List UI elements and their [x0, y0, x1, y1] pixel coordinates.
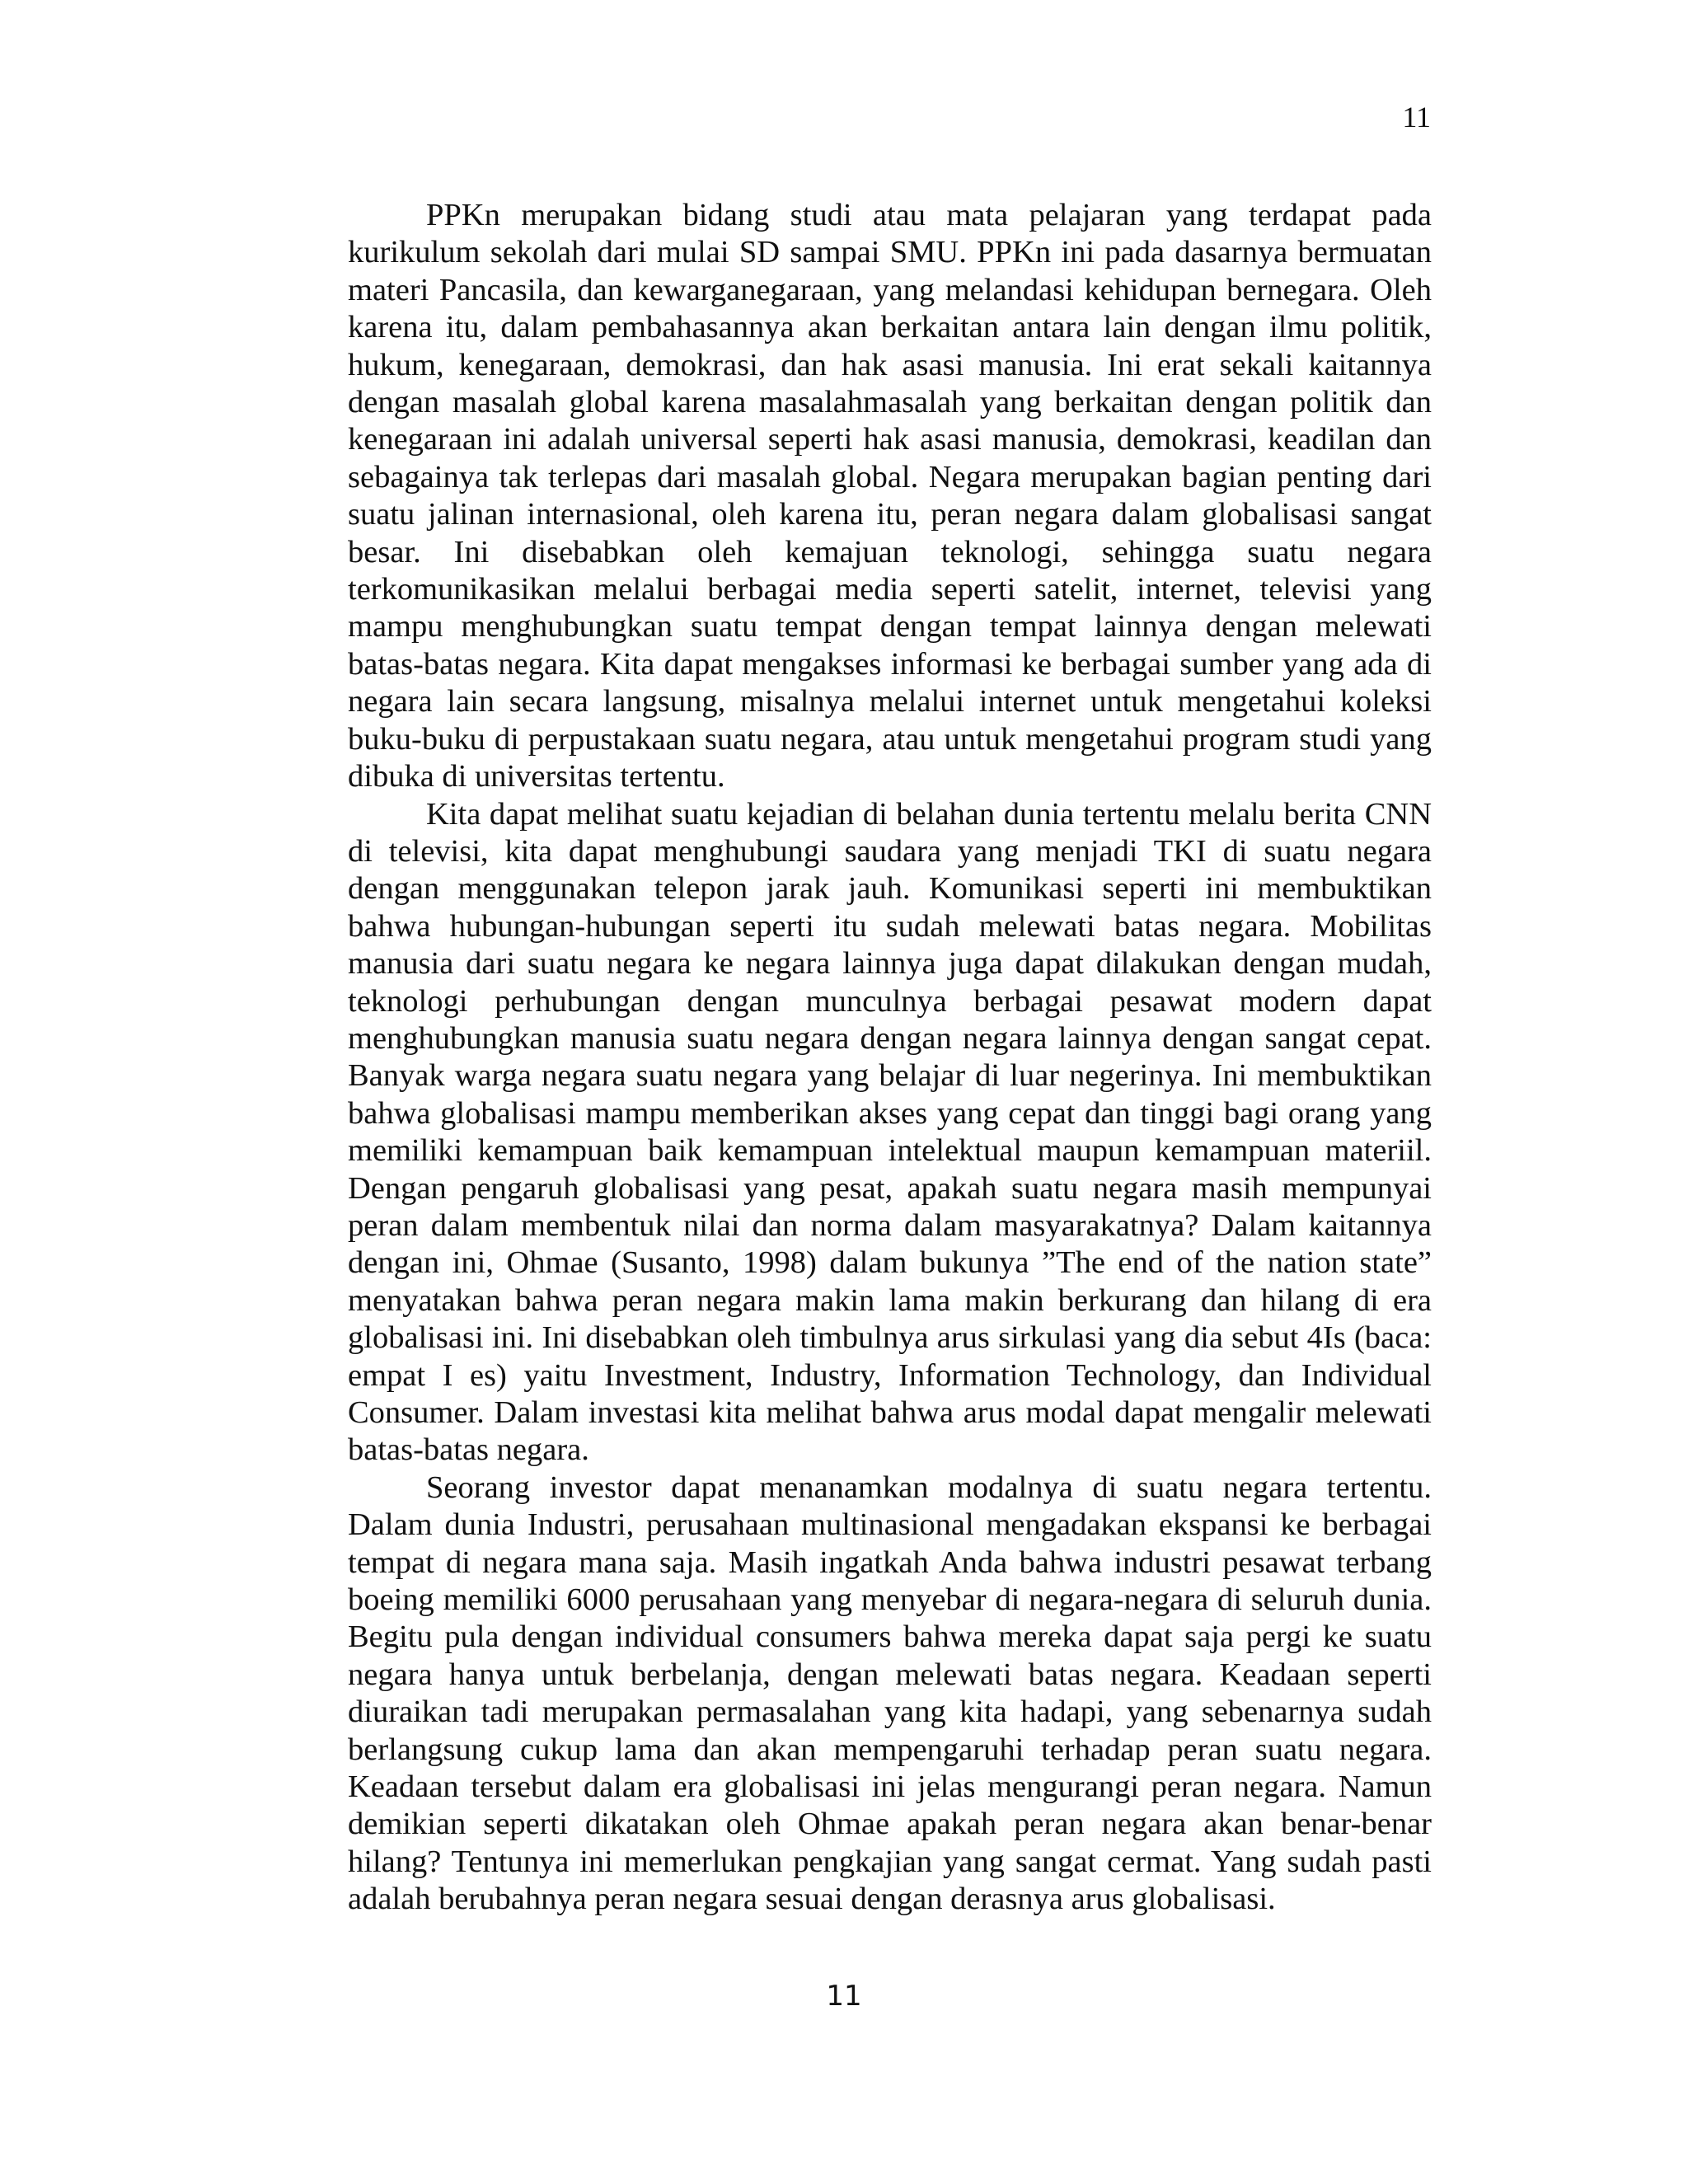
header-page-number: 11: [1402, 101, 1431, 134]
paragraph-3: Seorang investor dapat menanamkan modalnya di suatu negara tertentu. Dalam dunia Industri, perusahaan multinasional mengadakan ekspansi ke berbagai tempat di negara mana saja. Masih ingatkah Anda bahwa industri pesawat terbang boeing memiliki 6000 perusahaan yang menyebar di negara-negara di seluruh dunia. Begitu pula dengan individual consumers bahwa mereka dapat saja pergi ke suatu negara hanya untuk berbelanja, dengan melewati batas negara. Keadaan seperti diuraikan tadi merupakan permasalahan yang kita hadapi, yang sebenarnya sudah berlangsung cukup lama dan akan mempengaruhi terhadap peran suatu negara. Keadaan tersebut dalam era globalisasi ini jelas mengurangi peran negara. Namun demikian seperti dikatakan oleh Ohmae apakah peran negara akan benar-benar hilang? Tentunya ini memerlukan pengkajian yang sangat cermat. Yang sudah pasti adalah berubahnya peran negara sesuai dengan derasnya arus globalisasi.: [348, 1469, 1432, 1917]
paragraph-2: Kita dapat melihat suatu kejadian di belahan dunia tertentu melalu berita CNN di televisi, kita dapat menghubungi saudara yang menjadi TKI di suatu negara dengan menggunakan telepon jarak jauh. Komunikasi seperti ini membuktikan bahwa hubungan-hubungan seperti itu sudah melewati batas negara. Mobilitas manusia dari suatu negara ke negara lainnya juga dapat dilakukan dengan mudah, teknologi perhubungan dengan munculnya berbagai pesawat modern dapat menghubungkan manusia suatu negara dengan negara lainnya dengan sangat cepat. Banyak warga negara suatu negara yang belajar di luar negerinya. Ini membuktikan bahwa globalisasi mampu memberikan akses yang cepat dan tinggi bagi orang yang memiliki kemampuan baik kemampuan intelektual maupun kemampuan materiil. Dengan pengaruh globalisasi yang pesat, apakah suatu negara masih mempunyai peran dalam membentuk nilai dan norma dalam masyarakatnya? Dalam kaitannya dengan ini, Ohmae (Susanto, 1998) dalam bukunya ”The end of the nation state” menyatakan bahwa peran negara makin lama makin berkurang dan hilang di era globalisasi ini. Ini disebabkan oleh timbulnya arus sirkulasi yang dia sebut 4Is (baca: empat I es) yaitu Investment, Industry, Information Technology, dan Individual Consumer. Dalam investasi kita melihat bahwa arus modal dapat mengalir melewati batas-batas negara.: [348, 796, 1432, 1468]
paragraph-1: PPKn merupakan bidang studi atau mata pelajaran yang terdapat pada kurikulum sekolah dari mulai SD sampai SMU. PPKn ini pada dasarnya bermuatan materi Pancasila, dan kewarganegaraan, yang melandasi kehidupan bernegara. Oleh karena itu, dalam pembahasannya akan berkaitan antara lain dengan ilmu politik, hukum, kenegaraan, demokrasi, dan hak asasi manusia. Ini erat sekali kaitannya dengan masalah global karena masalahmasalah yang berkaitan dengan politik dan kenegaraan ini adalah universal seperti hak asasi manusia, demokrasi, keadilan dan sebagainya tak terlepas dari masalah global. Negara merupakan bagian penting dari suatu jalinan internasional, oleh karena itu, peran negara dalam globalisasi sangat besar. Ini disebabkan oleh kemajuan teknologi, sehingga suatu negara terkomunikasikan melalui berbagai media seperti satelit, internet, televisi yang mampu menghubungkan suatu tempat dengan tempat lainnya dengan melewati batas-batas negara. Kita dapat mengakses informasi ke berbagai sumber yang ada di negara lain secara langsung, misalnya melalui internet untuk mengetahui koleksi buku-buku di perpustakaan suatu negara, atau untuk mengetahui program studi yang dibuka di universitas tertentu.: [348, 198, 1432, 794]
footer-page-number: 11: [826, 1980, 862, 2013]
document-body: [348, 197, 1432, 1919]
